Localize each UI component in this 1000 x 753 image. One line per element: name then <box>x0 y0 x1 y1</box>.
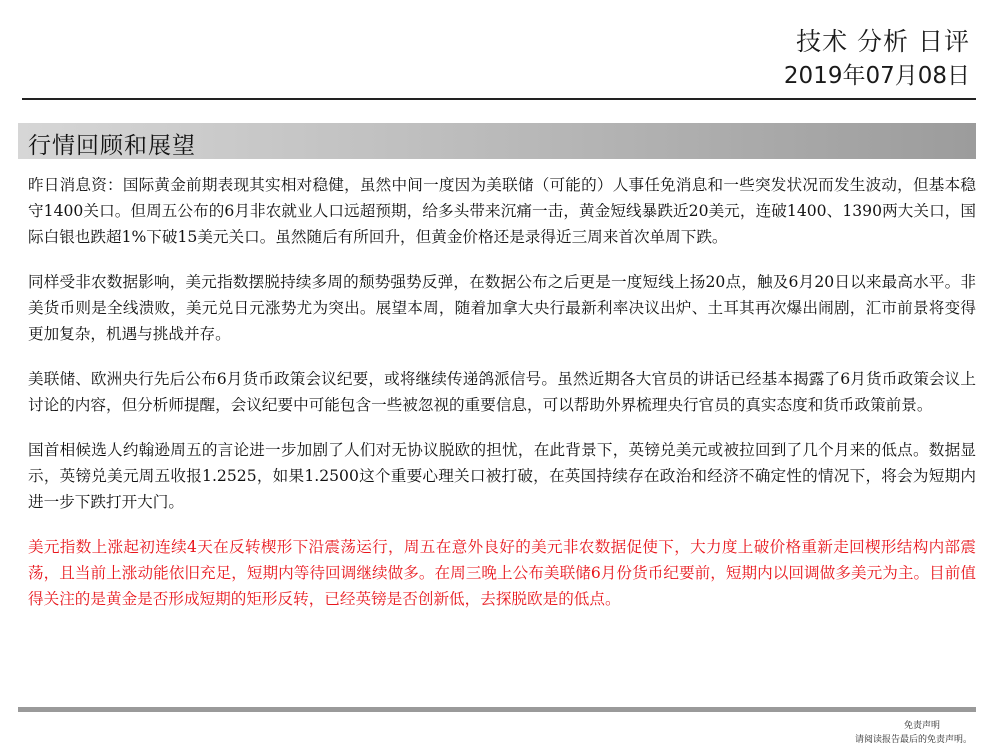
paragraph-gbp-usd: 国首相候选人约翰逊周五的言论进一步加剧了人们对无协议脱欧的担忧，在此背景下，英镑兑美元或被拉回到了几个月来的低点。数据显示，英镑兑美元周五收报1.2525，如果1.2500这个重要心理关口被打破，在英国持续存在政治和经济不确定性的情况下，将会为短期内进一步下跌打开大门。 <box>28 441 976 511</box>
disclaimer-text: 请阅读报告最后的免责声明。 <box>854 735 972 745</box>
section-header-bar <box>18 123 976 159</box>
section-title: 行情回顾和展望 <box>28 133 196 159</box>
report-date: 2019年07月08日 <box>783 63 970 89</box>
paragraph-market-gold: 昨日消息资：国际黄金前期表现其实相对稳健，虽然中间一度因为美联储（可能的）人事任免消息和一些突发状况而发生波动，但基本稳守1400关口。但周五公布的6月非农就业人口远超预期，给多头带来沉痛一击，黄金短线暴跌近20美元，连破1400、1390两大关口，国际白银也跌超1%下破15美元关口。虽然随后有所回升，但黄金价格还是录得近三周来首次单周下跌。 <box>28 176 976 246</box>
paragraph-central-banks: 美联储、欧洲央行先后公布6月货币政策会议纪要，或将继续传递鸽派信号。虽然近期各大官员的讲话已经基本揭露了6月货币政策会议上讨论的内容，但分析师提醒，会议纪要中可能包含一些被忽视的重要信息，可以帮助外界梳理央行官员的真实态度和货币政策前景。 <box>28 370 976 414</box>
report-body <box>28 172 976 631</box>
footer-divider <box>18 707 976 712</box>
disclaimer-title: 免责声明 <box>903 721 940 731</box>
header-divider <box>22 98 976 100</box>
paragraph-trading-outlook: 美元指数上涨起初连续4天在反转楔形下沿震荡运行，周五在意外良好的美元非农数据促使下，大力度上破价格重新走回楔形结构内部震荡，且当前上涨动能依旧充足，短期内等待回调继续做多。在周三晚上公布美联储6月份货币纪要前，短期内以回调做多美元为主。目前值得关注的是黄金是否形成短期的矩形反转，已经英镑是否创新低，去探脱欧是的低点。 <box>28 538 976 608</box>
report-header-title: 技术 分析 日评 <box>796 27 970 56</box>
paragraph-dollar-index: 同样受非农数据影响，美元指数摆脱持续多周的颓势强势反弹，在数据公布之后更是一度短线上扬20点，触及6月20日以来最高水平。非美货币则是全线溃败，美元兑日元涨势尤为突出。展望本周，随着加拿大央行最新利率决议出炉、土耳其再次爆出闹剧，汇市前景将变得更加复杂，机遇与挑战并存。 <box>28 273 976 343</box>
